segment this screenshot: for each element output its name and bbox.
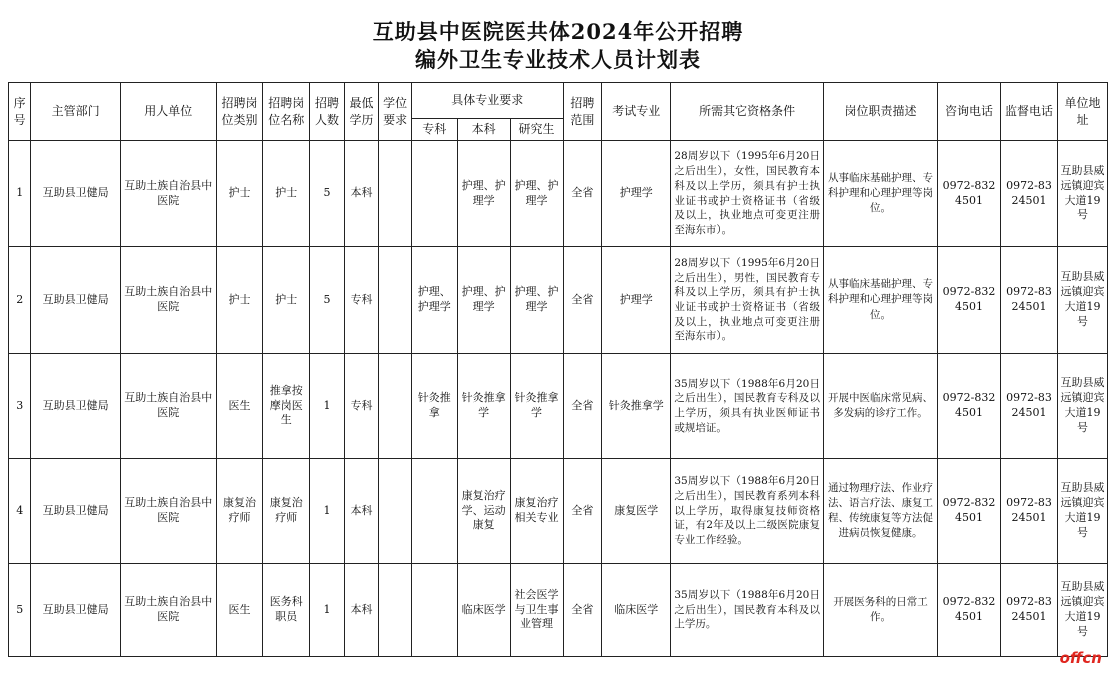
header-exam: 考试专业 bbox=[602, 83, 671, 141]
cell-benke: 护理、护理学 bbox=[457, 141, 510, 247]
cell-zhuanke bbox=[411, 459, 457, 564]
cell-degree bbox=[379, 354, 412, 459]
cell-address: 互助县威远镇迎宾大道19号 bbox=[1058, 247, 1108, 354]
cell-education: 本科 bbox=[344, 141, 379, 247]
cell-count: 1 bbox=[310, 459, 345, 564]
cell-consult-tel: 0972-8324501 bbox=[937, 564, 1000, 657]
cell-exam: 护理学 bbox=[602, 247, 671, 354]
cell-benke: 康复治疗学、运动康复 bbox=[457, 459, 510, 564]
cell-supervise-tel: 0972-8324501 bbox=[1001, 564, 1058, 657]
cell-post-name: 护士 bbox=[263, 141, 310, 247]
table-row bbox=[9, 564, 1108, 657]
header-benke: 本科 bbox=[457, 119, 510, 141]
cell-supervise-tel: 0972-8324501 bbox=[1001, 247, 1058, 354]
cell-yanjiusheng: 针灸推拿学 bbox=[510, 354, 563, 459]
header-zhuanke: 专科 bbox=[411, 119, 457, 141]
header-conditions: 所需其它资格条件 bbox=[671, 83, 824, 141]
document-title-line1: 互助县中医院医共体2024年公开招聘 bbox=[372, 19, 744, 44]
header-major-req: 具体专业要求 bbox=[411, 83, 563, 119]
cell-consult-tel: 0972-8324501 bbox=[937, 247, 1000, 354]
cell-consult-tel: 0972-8324501 bbox=[937, 354, 1000, 459]
cell-zhuanke: 护理、护理学 bbox=[411, 247, 457, 354]
cell-education: 本科 bbox=[344, 459, 379, 564]
cell-degree bbox=[379, 141, 412, 247]
cell-address: 互助县威远镇迎宾大道19号 bbox=[1058, 564, 1108, 657]
header-degree: 学位要求 bbox=[379, 83, 412, 141]
header-employer: 用人单位 bbox=[120, 83, 216, 141]
cell-zhuanke bbox=[411, 564, 457, 657]
header-address: 单位地址 bbox=[1058, 83, 1108, 141]
cell-address: 互助县威远镇迎宾大道19号 bbox=[1058, 141, 1108, 247]
cell-conditions: 28周岁以下（1995年6月20日之后出生），女性，国民教育本科及以上学历，须具有护士执业证书或护士资格证书（省级及以上，执业地点可变更注册至海东市）。 bbox=[671, 141, 824, 247]
cell-duty: 开展中医临床常见病、多发病的诊疗工作。 bbox=[823, 354, 937, 459]
cell-education: 专科 bbox=[344, 354, 379, 459]
cell-post-name: 护士 bbox=[263, 247, 310, 354]
cell-duty: 通过物理疗法、作业疗法、语言疗法、康复工程、传统康复等方法促进病员恢复健康。 bbox=[823, 459, 937, 564]
cell-yanjiusheng: 康复治疗相关专业 bbox=[510, 459, 563, 564]
cell-dept: 互助县卫健局 bbox=[31, 247, 121, 354]
cell-supervise-tel: 0972-8324501 bbox=[1001, 354, 1058, 459]
header-post-name: 招聘岗位名称 bbox=[263, 83, 310, 141]
cell-scope: 全省 bbox=[563, 564, 602, 657]
cell-benke: 针灸推拿学 bbox=[457, 354, 510, 459]
cell-seq: 2 bbox=[9, 247, 31, 354]
header-consult-tel: 咨询电话 bbox=[937, 83, 1000, 141]
cell-seq: 5 bbox=[9, 564, 31, 657]
table-row bbox=[9, 354, 1108, 459]
cell-conditions: 35周岁以下（1988年6月20日之后出生），国民教育系列本科以上学历，取得康复技师资格证，有2年及以上二级医院康复专业工作经验。 bbox=[671, 459, 824, 564]
cell-benke: 护理、护理学 bbox=[457, 247, 510, 354]
cell-duty: 从事临床基础护理、专科护理和心理护理等岗位。 bbox=[823, 247, 937, 354]
cell-employer: 互助土族自治县中医院 bbox=[120, 247, 216, 354]
cell-conditions: 28周岁以下（1995年6月20日之后出生），男性，国民教育专科及以上学历，须具有护士执业证书或护士资格证书（省级及以上，执业地点可变更注册至海东市）。 bbox=[671, 247, 824, 354]
table-row bbox=[9, 247, 1108, 354]
cell-yanjiusheng: 社会医学与卫生事业管理 bbox=[510, 564, 563, 657]
header-dept: 主管部门 bbox=[31, 83, 121, 141]
cell-dept: 互助县卫健局 bbox=[31, 564, 121, 657]
recruitment-table bbox=[8, 82, 1108, 657]
cell-employer: 互助土族自治县中医院 bbox=[120, 564, 216, 657]
offcn-logo: offcn bbox=[1059, 649, 1102, 667]
cell-employer: 互助土族自治县中医院 bbox=[120, 354, 216, 459]
cell-degree bbox=[379, 459, 412, 564]
cell-supervise-tel: 0972-8324501 bbox=[1001, 459, 1058, 564]
cell-post-name: 推拿按摩岗医生 bbox=[263, 354, 310, 459]
cell-conditions: 35周岁以下（1988年6月20日之后出生），国民教育本科及以上学历。 bbox=[671, 564, 824, 657]
cell-zhuanke bbox=[411, 141, 457, 247]
header-seq: 序号 bbox=[9, 83, 31, 141]
cell-count: 1 bbox=[310, 354, 345, 459]
cell-post-type: 医生 bbox=[216, 564, 263, 657]
cell-conditions: 35周岁以下（1988年6月20日之后出生），国民教育专科及以上学历，须具有执业医师证书或规培证。 bbox=[671, 354, 824, 459]
header-post-type: 招聘岗位类别 bbox=[216, 83, 263, 141]
document-title-line2: 编外卫生专业技术人员计划表 bbox=[415, 47, 701, 72]
cell-post-name: 康复治疗师 bbox=[263, 459, 310, 564]
cell-seq: 1 bbox=[9, 141, 31, 247]
cell-employer: 互助土族自治县中医院 bbox=[120, 141, 216, 247]
header-duty: 岗位职责描述 bbox=[823, 83, 937, 141]
cell-exam: 护理学 bbox=[602, 141, 671, 247]
cell-employer: 互助土族自治县中医院 bbox=[120, 459, 216, 564]
cell-dept: 互助县卫健局 bbox=[31, 354, 121, 459]
cell-post-type: 医生 bbox=[216, 354, 263, 459]
cell-duty: 开展医务科的日常工作。 bbox=[823, 564, 937, 657]
cell-seq: 4 bbox=[9, 459, 31, 564]
cell-post-type: 护士 bbox=[216, 247, 263, 354]
table-row bbox=[9, 141, 1108, 247]
cell-benke: 临床医学 bbox=[457, 564, 510, 657]
cell-zhuanke: 针灸推拿 bbox=[411, 354, 457, 459]
cell-exam: 临床医学 bbox=[602, 564, 671, 657]
cell-yanjiusheng: 护理、护理学 bbox=[510, 247, 563, 354]
cell-supervise-tel: 0972-8324501 bbox=[1001, 141, 1058, 247]
cell-post-type: 康复治疗师 bbox=[216, 459, 263, 564]
cell-scope: 全省 bbox=[563, 354, 602, 459]
cell-scope: 全省 bbox=[563, 141, 602, 247]
cell-yanjiusheng: 护理、护理学 bbox=[510, 141, 563, 247]
header-count: 招聘人数 bbox=[310, 83, 345, 141]
cell-education: 专科 bbox=[344, 247, 379, 354]
cell-count: 5 bbox=[310, 141, 345, 247]
cell-post-name: 医务科职员 bbox=[263, 564, 310, 657]
cell-address: 互助县威远镇迎宾大道19号 bbox=[1058, 459, 1108, 564]
header-scope: 招聘范围 bbox=[563, 83, 602, 141]
header-education: 最低学历 bbox=[344, 83, 379, 141]
cell-scope: 全省 bbox=[563, 459, 602, 564]
cell-degree bbox=[379, 247, 412, 354]
cell-degree bbox=[379, 564, 412, 657]
cell-consult-tel: 0972-8324501 bbox=[937, 141, 1000, 247]
cell-consult-tel: 0972-8324501 bbox=[937, 459, 1000, 564]
cell-post-type: 护士 bbox=[216, 141, 263, 247]
table-row bbox=[9, 459, 1108, 564]
cell-scope: 全省 bbox=[563, 247, 602, 354]
cell-count: 5 bbox=[310, 247, 345, 354]
cell-address: 互助县威远镇迎宾大道19号 bbox=[1058, 354, 1108, 459]
cell-count: 1 bbox=[310, 564, 345, 657]
cell-duty: 从事临床基础护理、专科护理和心理护理等岗位。 bbox=[823, 141, 937, 247]
cell-dept: 互助县卫健局 bbox=[31, 459, 121, 564]
cell-dept: 互助县卫健局 bbox=[31, 141, 121, 247]
cell-exam: 针灸推拿学 bbox=[602, 354, 671, 459]
cell-seq: 3 bbox=[9, 354, 31, 459]
header-supervise-tel: 监督电话 bbox=[1001, 83, 1058, 141]
header-yanjiusheng: 研究生 bbox=[510, 119, 563, 141]
cell-education: 本科 bbox=[344, 564, 379, 657]
cell-exam: 康复医学 bbox=[602, 459, 671, 564]
